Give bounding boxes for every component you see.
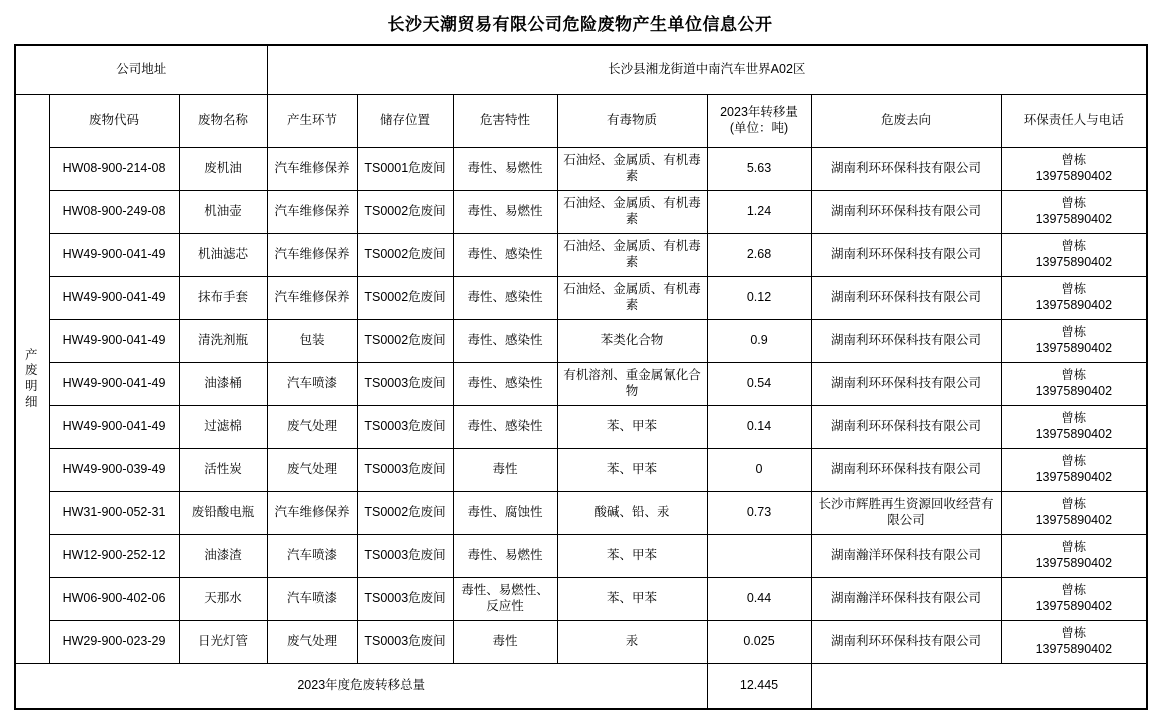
cell-amount: 1.24 bbox=[707, 191, 811, 234]
cell-person-name: 曾栋 bbox=[1061, 153, 1087, 168]
cell-code: HW12-900-252-12 bbox=[49, 535, 179, 578]
col-header-destination: 危废去向 bbox=[811, 95, 1001, 148]
table-row bbox=[15, 234, 1147, 277]
col-header-transfer-amount bbox=[707, 95, 811, 148]
cell-hazard: 毒性、感染性 bbox=[453, 277, 557, 320]
cell-name: 天那水 bbox=[179, 578, 267, 621]
cell-person-phone: 13975890402 bbox=[1035, 169, 1113, 183]
cell-code: HW49-900-041-49 bbox=[49, 363, 179, 406]
cell-code: HW49-900-041-49 bbox=[49, 234, 179, 277]
cell-name: 机油滤芯 bbox=[179, 234, 267, 277]
cell-hazard: 毒性、易燃性、反应性 bbox=[453, 578, 557, 621]
cell-destination: 湖南利环环保科技有限公司 bbox=[811, 406, 1001, 449]
table-row bbox=[15, 148, 1147, 191]
cell-hazard: 毒性 bbox=[453, 449, 557, 492]
section-label-char-3: 明 bbox=[24, 379, 40, 393]
cell-name: 废铅酸电瓶 bbox=[179, 492, 267, 535]
cell-name: 日光灯管 bbox=[179, 621, 267, 664]
cell-amount bbox=[707, 535, 811, 578]
cell-hazard: 毒性、易燃性 bbox=[453, 535, 557, 578]
cell-toxic: 石油烃、金属质、有机毒素 bbox=[557, 234, 707, 277]
cell-responsible-person bbox=[1001, 492, 1147, 535]
cell-responsible-person bbox=[1001, 449, 1147, 492]
table-row bbox=[15, 492, 1147, 535]
cell-name: 油漆渣 bbox=[179, 535, 267, 578]
cell-responsible-person bbox=[1001, 234, 1147, 277]
cell-code: HW08-900-214-08 bbox=[49, 148, 179, 191]
cell-hazard: 毒性、感染性 bbox=[453, 406, 557, 449]
cell-responsible-person bbox=[1001, 406, 1147, 449]
cell-toxic: 苯、甲苯 bbox=[557, 578, 707, 621]
address-row bbox=[15, 45, 1147, 95]
cell-amount: 0.025 bbox=[707, 621, 811, 664]
cell-responsible-person bbox=[1001, 535, 1147, 578]
cell-amount: 0 bbox=[707, 449, 811, 492]
cell-stage: 废气处理 bbox=[267, 449, 357, 492]
cell-name: 抹布手套 bbox=[179, 277, 267, 320]
cell-destination: 湖南利环环保科技有限公司 bbox=[811, 320, 1001, 363]
table-row bbox=[15, 535, 1147, 578]
cell-name: 废机油 bbox=[179, 148, 267, 191]
cell-amount: 0.54 bbox=[707, 363, 811, 406]
col-header-hazard: 危害特性 bbox=[453, 95, 557, 148]
cell-responsible-person bbox=[1001, 578, 1147, 621]
column-header-row bbox=[15, 95, 1147, 148]
cell-responsible-person bbox=[1001, 320, 1147, 363]
cell-toxic: 苯、甲苯 bbox=[557, 406, 707, 449]
cell-amount: 2.68 bbox=[707, 234, 811, 277]
cell-amount: 0.9 bbox=[707, 320, 811, 363]
cell-storage: TS0003危废间 bbox=[357, 363, 453, 406]
cell-person-name: 曾栋 bbox=[1061, 626, 1087, 641]
cell-amount: 0.14 bbox=[707, 406, 811, 449]
total-empty-cell bbox=[811, 664, 1147, 710]
cell-destination: 湖南利环环保科技有限公司 bbox=[811, 191, 1001, 234]
cell-toxic: 苯、甲苯 bbox=[557, 449, 707, 492]
cell-destination: 湖南利环环保科技有限公司 bbox=[811, 363, 1001, 406]
cell-destination: 湖南利环环保科技有限公司 bbox=[811, 234, 1001, 277]
cell-destination: 湖南利环环保科技有限公司 bbox=[811, 449, 1001, 492]
cell-amount: 0.12 bbox=[707, 277, 811, 320]
cell-stage: 包装 bbox=[267, 320, 357, 363]
section-label-waste-detail bbox=[15, 95, 49, 664]
cell-destination: 湖南利环环保科技有限公司 bbox=[811, 148, 1001, 191]
cell-toxic: 有机溶剂、重金属氰化合物 bbox=[557, 363, 707, 406]
total-value: 12.445 bbox=[707, 664, 811, 710]
cell-responsible-person bbox=[1001, 191, 1147, 234]
cell-person-name: 曾栋 bbox=[1061, 196, 1087, 211]
page-title: 长沙天潮贸易有限公司危险废物产生单位信息公开 bbox=[387, 15, 773, 34]
col-header-toxic: 有毒物质 bbox=[557, 95, 707, 148]
cell-person-phone: 13975890402 bbox=[1035, 642, 1113, 656]
cell-destination: 湖南瀚洋环保科技有限公司 bbox=[811, 535, 1001, 578]
cell-person-phone: 13975890402 bbox=[1035, 599, 1113, 613]
cell-code: HW49-900-041-49 bbox=[49, 406, 179, 449]
cell-storage: TS0003危废间 bbox=[357, 621, 453, 664]
cell-destination: 湖南瀚洋环保科技有限公司 bbox=[811, 578, 1001, 621]
cell-toxic: 苯、甲苯 bbox=[557, 535, 707, 578]
cell-person-name: 曾栋 bbox=[1061, 411, 1087, 426]
address-label: 公司地址 bbox=[15, 45, 267, 95]
cell-person-name: 曾栋 bbox=[1061, 325, 1087, 340]
table-row bbox=[15, 449, 1147, 492]
cell-code: HW49-900-039-49 bbox=[49, 449, 179, 492]
cell-hazard: 毒性、感染性 bbox=[453, 363, 557, 406]
cell-storage: TS0003危废间 bbox=[357, 578, 453, 621]
cell-person-phone: 13975890402 bbox=[1035, 255, 1113, 269]
table-row bbox=[15, 363, 1147, 406]
cell-storage: TS0002危废间 bbox=[357, 234, 453, 277]
cell-name: 机油壶 bbox=[179, 191, 267, 234]
cell-stage: 汽车维修保养 bbox=[267, 148, 357, 191]
cell-toxic: 石油烃、金属质、有机毒素 bbox=[557, 191, 707, 234]
cell-stage: 汽车喷漆 bbox=[267, 363, 357, 406]
section-label-char-4: 细 bbox=[24, 394, 40, 409]
col-header-stage: 产生环节 bbox=[267, 95, 357, 148]
cell-person-phone: 13975890402 bbox=[1035, 298, 1113, 312]
table-row bbox=[15, 191, 1147, 234]
total-label: 2023年度危废转移总量 bbox=[15, 664, 707, 710]
table-row bbox=[15, 578, 1147, 621]
cell-toxic: 石油烃、金属质、有机毒素 bbox=[557, 277, 707, 320]
cell-hazard: 毒性 bbox=[453, 621, 557, 664]
cell-person-phone: 13975890402 bbox=[1035, 384, 1113, 398]
cell-storage: TS0003危废间 bbox=[357, 449, 453, 492]
cell-person-phone: 13975890402 bbox=[1035, 212, 1113, 226]
col-header-storage: 储存位置 bbox=[357, 95, 453, 148]
waste-disclosure-table bbox=[14, 44, 1148, 710]
col-header-code: 废物代码 bbox=[49, 95, 179, 148]
col-header-transfer-amount-line1: 2023年转移量 bbox=[720, 105, 798, 120]
col-header-transfer-amount-line2: (单位：吨) bbox=[729, 121, 789, 135]
cell-person-phone: 13975890402 bbox=[1035, 341, 1113, 355]
cell-stage: 汽车维修保养 bbox=[267, 191, 357, 234]
cell-storage: TS0003危废间 bbox=[357, 535, 453, 578]
cell-person-name: 曾栋 bbox=[1061, 282, 1087, 297]
cell-responsible-person bbox=[1001, 621, 1147, 664]
col-header-name: 废物名称 bbox=[179, 95, 267, 148]
cell-stage: 废气处理 bbox=[267, 406, 357, 449]
table-row bbox=[15, 277, 1147, 320]
col-header-responsible-person: 环保责任人与电话 bbox=[1001, 95, 1147, 148]
cell-code: HW31-900-052-31 bbox=[49, 492, 179, 535]
cell-person-name: 曾栋 bbox=[1061, 454, 1087, 469]
cell-hazard: 毒性、感染性 bbox=[453, 234, 557, 277]
address-value: 长沙县湘龙街道中南汽车世界A02区 bbox=[267, 45, 1147, 95]
cell-name: 活性炭 bbox=[179, 449, 267, 492]
cell-destination: 长沙市辉胜再生资源回收经营有限公司 bbox=[811, 492, 1001, 535]
cell-storage: TS0003危废间 bbox=[357, 406, 453, 449]
cell-toxic: 苯类化合物 bbox=[557, 320, 707, 363]
cell-amount: 0.44 bbox=[707, 578, 811, 621]
table-row bbox=[15, 320, 1147, 363]
cell-person-name: 曾栋 bbox=[1061, 239, 1087, 254]
cell-storage: TS0002危废间 bbox=[357, 492, 453, 535]
cell-stage: 汽车维修保养 bbox=[267, 277, 357, 320]
section-label-char-2: 废 bbox=[24, 363, 40, 378]
cell-stage: 汽车喷漆 bbox=[267, 535, 357, 578]
total-row bbox=[15, 664, 1147, 710]
cell-person-phone: 13975890402 bbox=[1035, 513, 1113, 527]
cell-toxic: 汞 bbox=[557, 621, 707, 664]
cell-storage: TS0002危废间 bbox=[357, 320, 453, 363]
cell-person-name: 曾栋 bbox=[1061, 540, 1087, 555]
cell-stage: 汽车维修保养 bbox=[267, 234, 357, 277]
cell-code: HW29-900-023-29 bbox=[49, 621, 179, 664]
cell-name: 过滤棉 bbox=[179, 406, 267, 449]
cell-amount: 5.63 bbox=[707, 148, 811, 191]
cell-code: HW49-900-041-49 bbox=[49, 320, 179, 363]
cell-code: HW06-900-402-06 bbox=[49, 578, 179, 621]
cell-code: HW08-900-249-08 bbox=[49, 191, 179, 234]
cell-stage: 汽车喷漆 bbox=[267, 578, 357, 621]
cell-hazard: 毒性、腐蚀性 bbox=[453, 492, 557, 535]
cell-storage: TS0002危废间 bbox=[357, 277, 453, 320]
cell-name: 清洗剂瓶 bbox=[179, 320, 267, 363]
cell-amount: 0.73 bbox=[707, 492, 811, 535]
table-row bbox=[15, 406, 1147, 449]
cell-person-name: 曾栋 bbox=[1061, 497, 1087, 512]
cell-stage: 废气处理 bbox=[267, 621, 357, 664]
cell-responsible-person bbox=[1001, 363, 1147, 406]
cell-person-phone: 13975890402 bbox=[1035, 556, 1113, 570]
cell-hazard: 毒性、易燃性 bbox=[453, 148, 557, 191]
cell-toxic: 石油烃、金属质、有机毒素 bbox=[557, 148, 707, 191]
cell-storage: TS0002危废间 bbox=[357, 191, 453, 234]
cell-storage: TS0001危废间 bbox=[357, 148, 453, 191]
section-label-char-1: 产 bbox=[24, 347, 40, 362]
cell-responsible-person bbox=[1001, 148, 1147, 191]
cell-hazard: 毒性、感染性 bbox=[453, 320, 557, 363]
cell-name: 油漆桶 bbox=[179, 363, 267, 406]
cell-destination: 湖南利环环保科技有限公司 bbox=[811, 621, 1001, 664]
cell-person-name: 曾栋 bbox=[1061, 583, 1087, 598]
cell-stage: 汽车维修保养 bbox=[267, 492, 357, 535]
cell-responsible-person bbox=[1001, 277, 1147, 320]
cell-code: HW49-900-041-49 bbox=[49, 277, 179, 320]
cell-person-name: 曾栋 bbox=[1061, 368, 1087, 383]
cell-person-phone: 13975890402 bbox=[1035, 427, 1113, 441]
cell-person-phone: 13975890402 bbox=[1035, 470, 1113, 484]
table-row bbox=[15, 621, 1147, 664]
cell-hazard: 毒性、易燃性 bbox=[453, 191, 557, 234]
cell-destination: 湖南利环环保科技有限公司 bbox=[811, 277, 1001, 320]
cell-toxic: 酸碱、铅、汞 bbox=[557, 492, 707, 535]
